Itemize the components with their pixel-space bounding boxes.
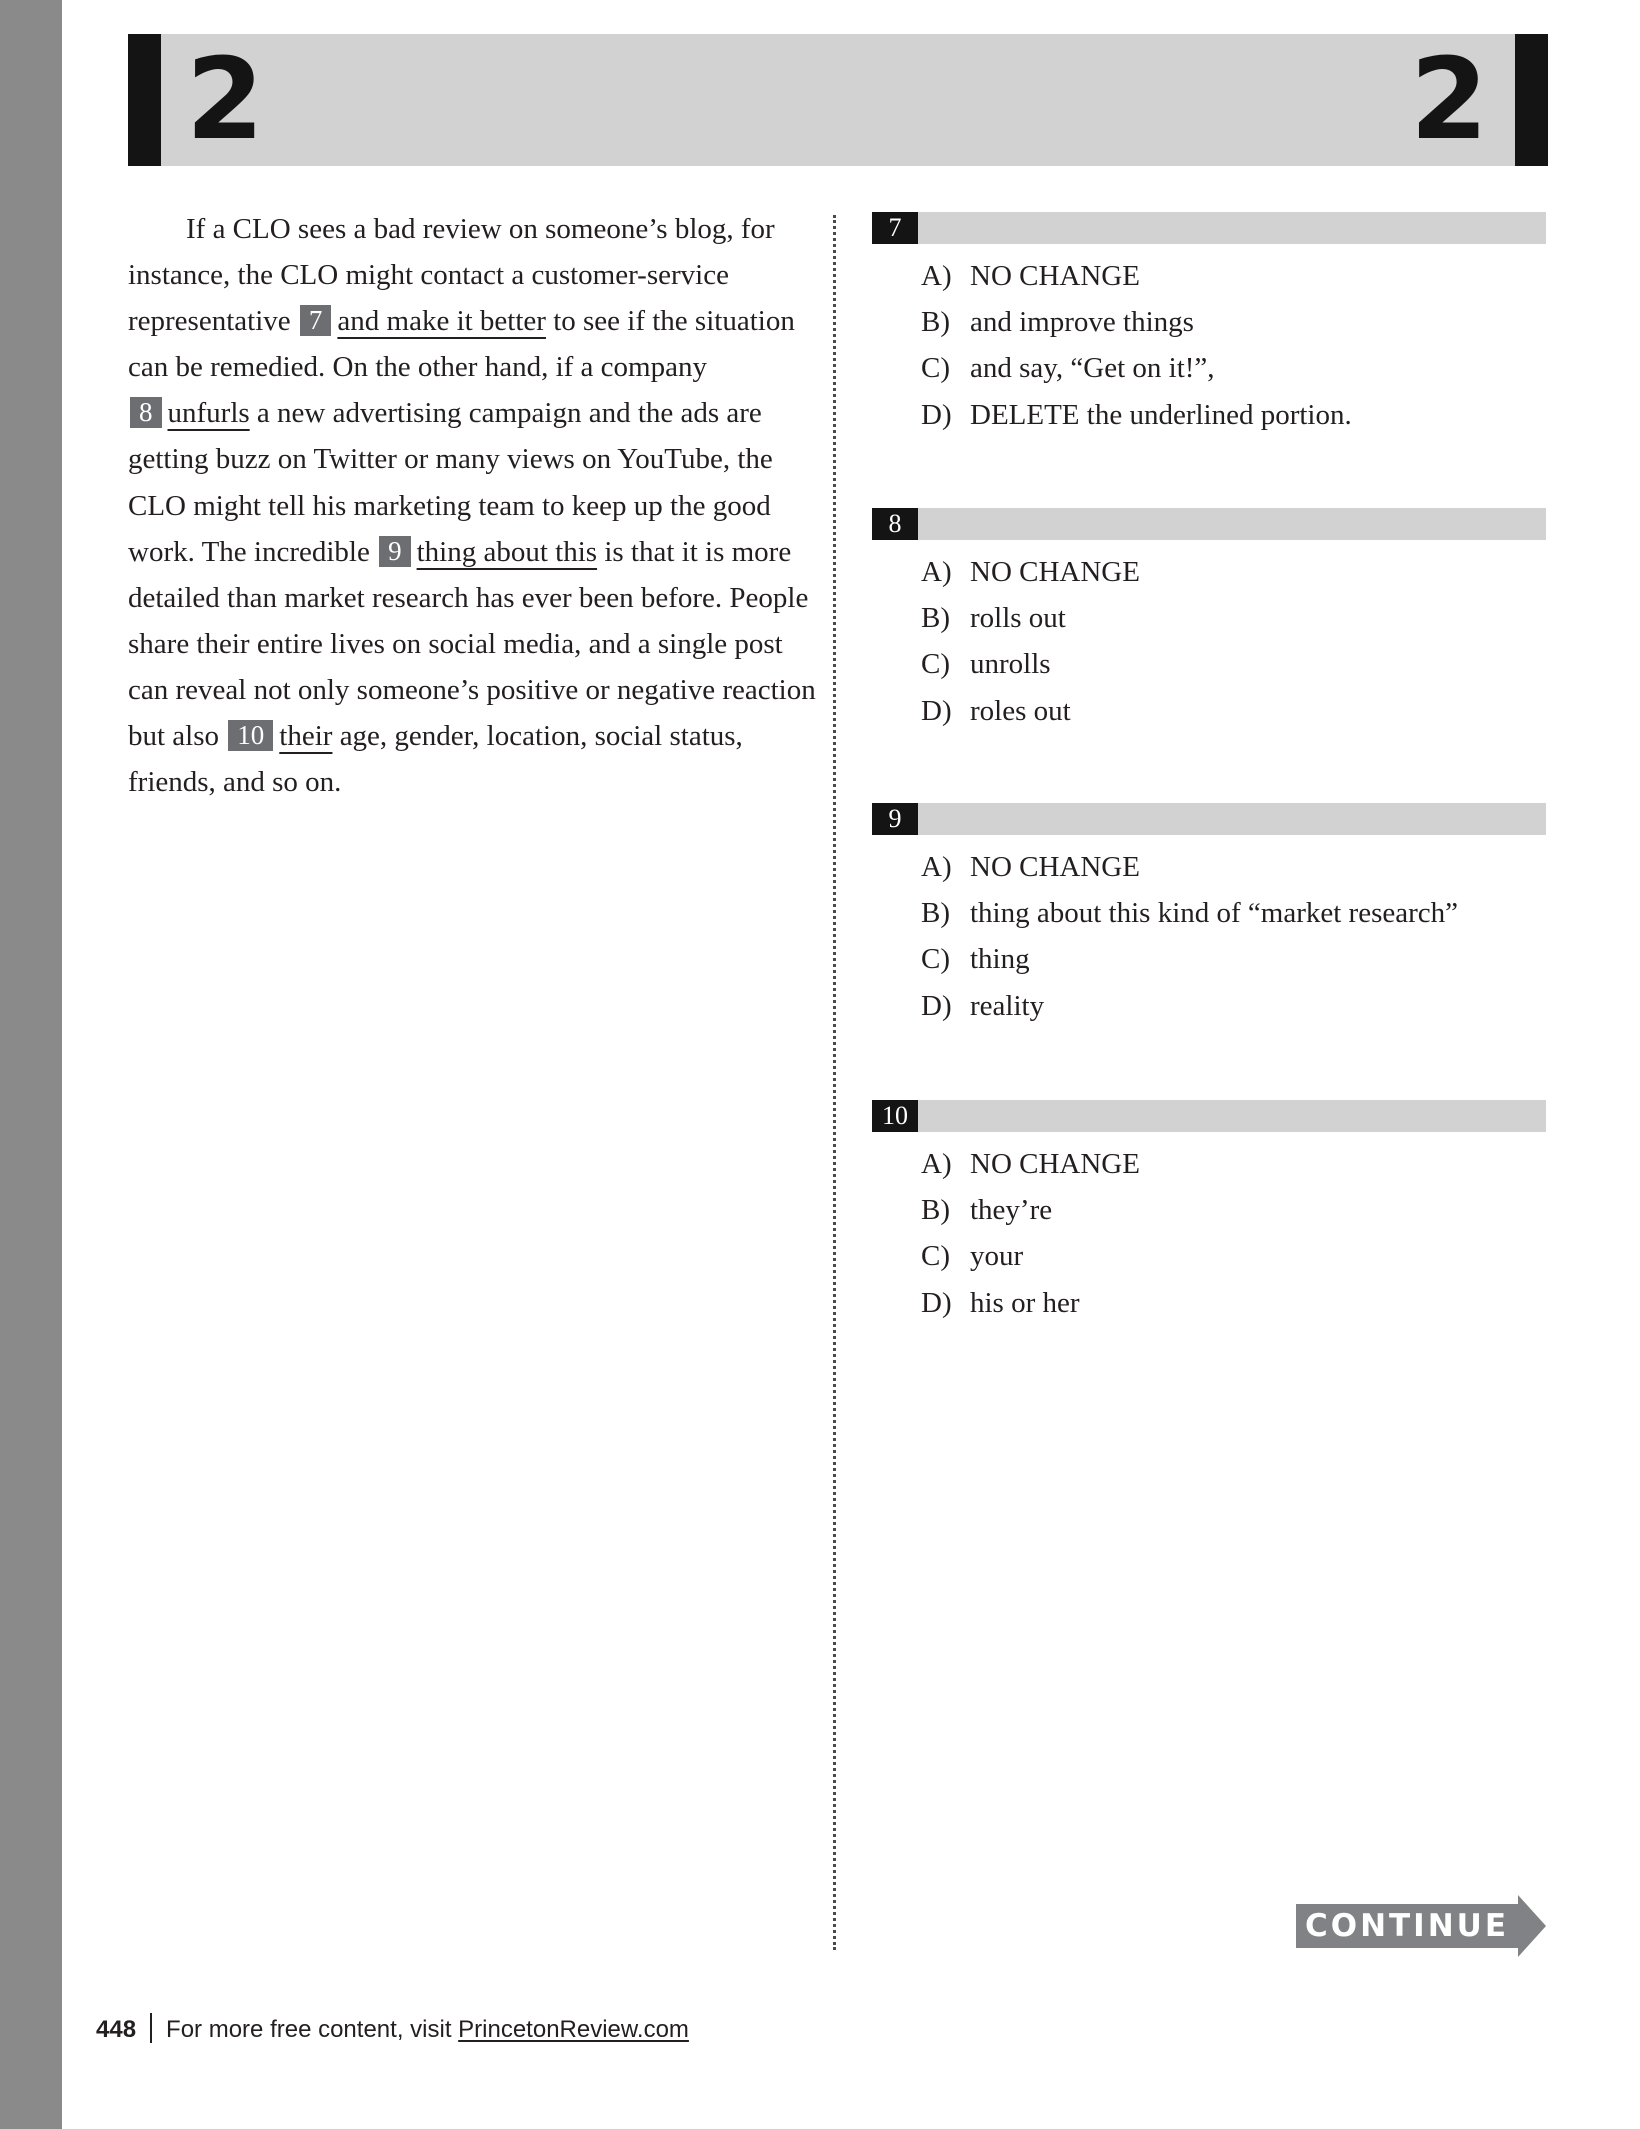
passage-line bbox=[128, 483, 808, 529]
passage-text bbox=[128, 206, 816, 805]
choice-letter: A) bbox=[921, 851, 952, 883]
passage-text-run: representative bbox=[128, 305, 298, 338]
choice-letter: C) bbox=[921, 352, 950, 385]
passage-text-run: work. The incredible bbox=[128, 535, 378, 568]
choice-text: DELETE the underlined portion. bbox=[970, 398, 1352, 431]
choice-text: and improve things bbox=[970, 306, 1194, 339]
choice-text: NO CHANGE bbox=[970, 556, 1140, 588]
choice-text: his or her bbox=[970, 1286, 1080, 1319]
passage-text-run: age, gender, location, social status, bbox=[332, 720, 743, 753]
question-number: 7 bbox=[872, 212, 918, 244]
passage-text-run: detailed than market research has ever been before. People bbox=[128, 581, 809, 614]
choice-text: roles out bbox=[970, 694, 1071, 727]
answer-choice[interactable] bbox=[921, 890, 1546, 936]
choice-letter: D) bbox=[921, 694, 952, 727]
underlined-portion: thing about this bbox=[416, 535, 598, 568]
passage-text-run: instance, the CLO might contact a customer-service bbox=[128, 259, 729, 292]
question-marker: 9 bbox=[379, 536, 411, 567]
question-header bbox=[872, 508, 1546, 540]
underlined-portion: unfurls bbox=[167, 397, 250, 430]
answer-choice[interactable] bbox=[921, 688, 1546, 734]
passage-text-run: friends, and so on. bbox=[128, 766, 342, 799]
answer-choice[interactable] bbox=[921, 1280, 1546, 1326]
answer-choices bbox=[872, 540, 1546, 734]
answer-choice[interactable] bbox=[921, 936, 1546, 982]
answer-choice[interactable] bbox=[921, 549, 1546, 595]
passage-text-run: CLO might tell his marketing team to keep up the good bbox=[128, 489, 771, 522]
footer-link[interactable]: PrincetonReview.com bbox=[458, 2016, 689, 2043]
passage-line bbox=[128, 575, 808, 621]
question-10 bbox=[872, 1100, 1546, 1326]
passage-text-run: to see if the situation bbox=[545, 305, 795, 338]
answer-choice[interactable] bbox=[921, 1233, 1546, 1279]
passage-line bbox=[128, 713, 808, 759]
question-header bbox=[872, 212, 1546, 244]
choice-text: unrolls bbox=[970, 648, 1051, 681]
choice-text: your bbox=[970, 1240, 1024, 1273]
answer-choices bbox=[872, 1132, 1546, 1326]
passage-text-run: can reveal not only someone’s positive or negative reaction bbox=[128, 673, 816, 706]
choice-text: and say, “Get on it!”, bbox=[970, 352, 1215, 385]
choice-text: thing bbox=[970, 943, 1030, 976]
section-number-right: 2 bbox=[1410, 35, 1488, 165]
underlined-portion: and make it better bbox=[337, 305, 546, 338]
passage-text-run: getting buzz on Twitter or many views on YouTube, the bbox=[128, 443, 773, 476]
page-side-bar bbox=[0, 0, 62, 2129]
answer-choice[interactable] bbox=[921, 641, 1546, 687]
answer-choice[interactable] bbox=[921, 1141, 1546, 1187]
passage-line bbox=[128, 252, 808, 298]
answer-choices bbox=[872, 244, 1546, 438]
choice-letter: B) bbox=[921, 1194, 950, 1227]
answer-choice[interactable] bbox=[921, 392, 1546, 438]
question-header bbox=[872, 803, 1546, 835]
choice-text: they’re bbox=[970, 1194, 1053, 1227]
passage-line bbox=[128, 529, 808, 575]
choice-text: NO CHANGE bbox=[970, 260, 1140, 292]
passage-text-run: share their entire lives on social media, and a single post bbox=[128, 627, 783, 660]
question-number: 8 bbox=[872, 508, 918, 540]
passage-line bbox=[128, 390, 808, 436]
passage-text-run: is that it is more bbox=[597, 535, 792, 568]
answer-choice[interactable] bbox=[921, 345, 1546, 391]
continue-label: CONTINUE bbox=[1304, 1908, 1510, 1944]
section-number-left: 2 bbox=[186, 35, 264, 165]
passage-text-run: but also bbox=[128, 720, 227, 753]
choice-letter: A) bbox=[921, 556, 952, 588]
choice-letter: A) bbox=[921, 1148, 952, 1180]
answer-choice[interactable] bbox=[921, 983, 1546, 1029]
answer-choice[interactable] bbox=[921, 844, 1546, 890]
footer-separator bbox=[150, 2013, 152, 2043]
column-divider bbox=[833, 215, 836, 1950]
passage-line bbox=[128, 298, 808, 344]
choice-letter: D) bbox=[921, 1286, 952, 1319]
choice-letter: B) bbox=[921, 306, 950, 339]
footer-text: For more free content, visit bbox=[166, 2016, 459, 2043]
choice-letter: C) bbox=[921, 1240, 950, 1273]
choice-letter: A) bbox=[921, 260, 952, 292]
passage-text-run: a new advertising campaign and the ads are bbox=[249, 397, 762, 430]
choice-letter: C) bbox=[921, 648, 950, 681]
section-banner bbox=[128, 34, 1548, 166]
question-number: 9 bbox=[872, 803, 918, 835]
question-marker: 8 bbox=[130, 397, 162, 428]
page-footer bbox=[96, 2010, 689, 2050]
answer-choice[interactable] bbox=[921, 1187, 1546, 1233]
choice-text: rolls out bbox=[970, 602, 1066, 635]
question-7 bbox=[872, 212, 1546, 438]
answer-choices bbox=[872, 835, 1546, 1029]
choice-text: reality bbox=[970, 989, 1045, 1022]
choice-letter: C) bbox=[921, 943, 950, 976]
choice-text: thing about this kind of “market research” bbox=[970, 897, 1459, 930]
answer-choice[interactable] bbox=[921, 595, 1546, 641]
choice-letter: D) bbox=[921, 989, 952, 1022]
underlined-portion: their bbox=[279, 720, 333, 753]
passage-line bbox=[128, 667, 816, 713]
passage-line bbox=[128, 436, 808, 482]
question-marker: 10 bbox=[228, 720, 273, 751]
answer-choice[interactable] bbox=[921, 253, 1546, 299]
question-marker: 7 bbox=[300, 305, 332, 336]
passage-line bbox=[128, 621, 808, 667]
question-header bbox=[872, 1100, 1546, 1132]
passage-text-run: If a CLO sees a bad review on someone’s blog, for bbox=[186, 213, 775, 245]
banner-bar-right bbox=[1515, 34, 1548, 166]
question-9 bbox=[872, 803, 1546, 1029]
passage-line bbox=[128, 206, 808, 252]
page-number: 448 bbox=[96, 2016, 137, 2043]
choice-letter: B) bbox=[921, 602, 950, 635]
passage-text-run: can be remedied. On the other hand, if a company bbox=[128, 351, 707, 384]
banner-bar-left bbox=[128, 34, 161, 166]
passage-line bbox=[128, 759, 808, 805]
choice-letter: B) bbox=[921, 897, 950, 930]
answer-choice[interactable] bbox=[921, 299, 1546, 345]
choice-text: NO CHANGE bbox=[970, 1148, 1140, 1180]
question-8 bbox=[872, 508, 1546, 734]
choice-text: NO CHANGE bbox=[970, 851, 1140, 883]
continue-button[interactable] bbox=[1296, 1895, 1546, 1957]
passage-line bbox=[128, 344, 808, 390]
choice-letter: D) bbox=[921, 398, 952, 431]
question-number: 10 bbox=[872, 1100, 918, 1132]
